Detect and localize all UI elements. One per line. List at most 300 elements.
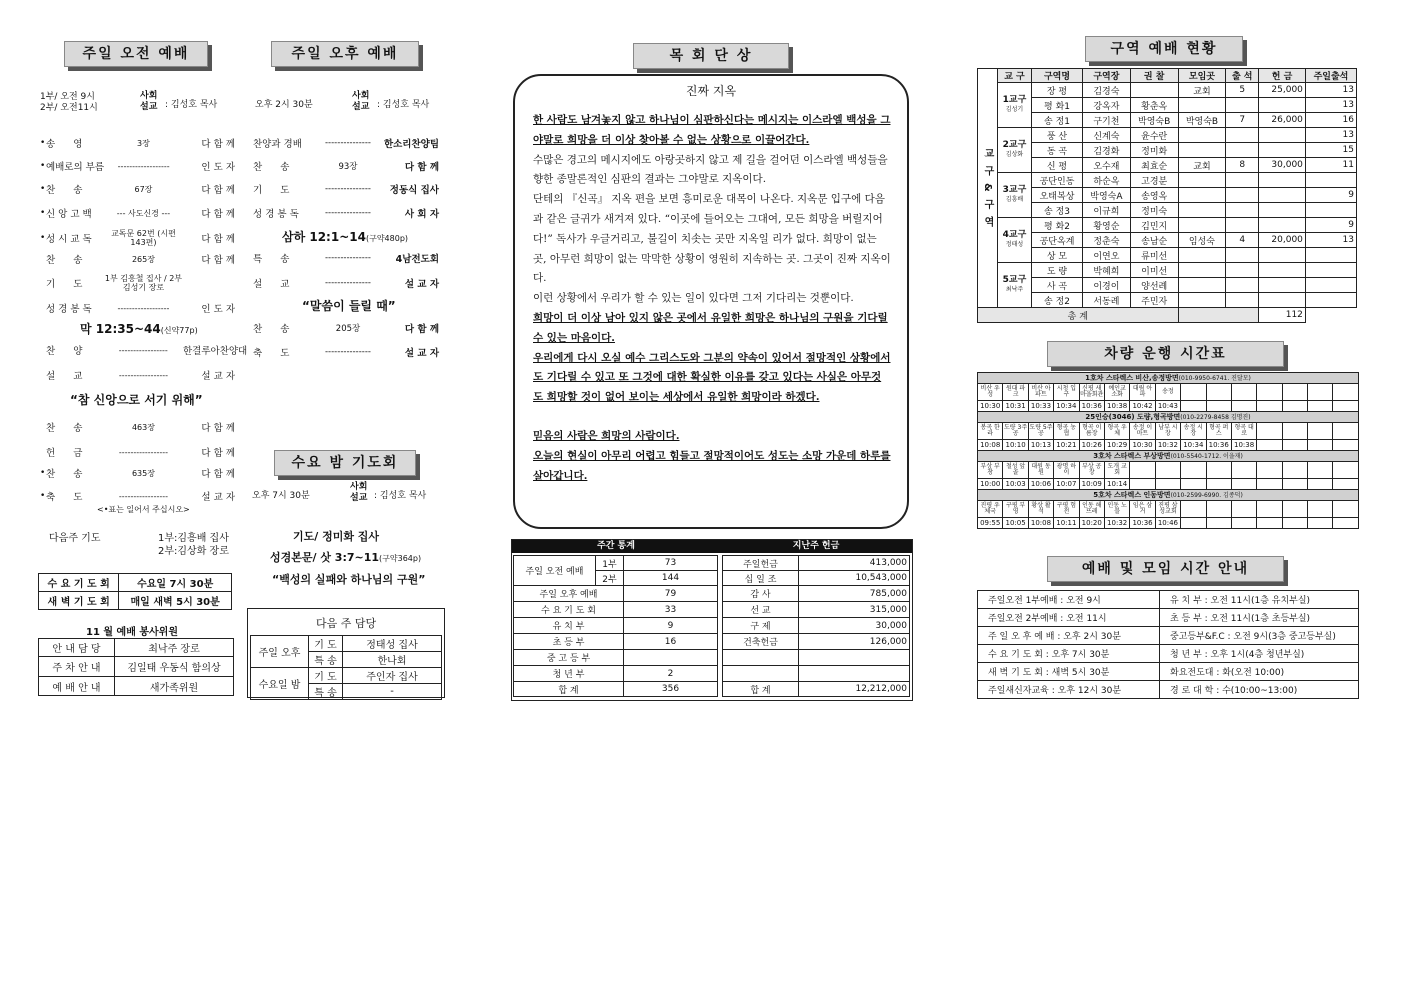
meeting-time: 수요일 7시 30분 [119,574,232,592]
bus-stop [1308,501,1333,518]
district-group [998,128,1032,173]
district-row [978,158,1357,173]
districts-column-header: 교 구 [998,69,1032,83]
afternoon-sermon-title: “말씀이 들릴 때” [302,299,396,313]
district-cell [1178,128,1226,143]
order-detail: --------------- [324,278,371,288]
offering-type: 구 제 [723,618,799,634]
order-detail: ------------------ [117,303,170,313]
district-cell: 26,000 [1259,113,1306,128]
bus-time [1333,479,1359,490]
bus-stop: 구평 부영 [1003,501,1028,518]
bus-time [1333,518,1359,529]
district-cell: 16 [1305,113,1356,128]
district-group-name: 5교구 [1002,275,1027,285]
district-cell [1178,263,1226,278]
bus-stop: 대원 동원 [1028,462,1053,479]
district-cell [1226,98,1259,113]
attendance-category: 초 등 부 [514,634,624,650]
wednesday-scripture [270,549,421,565]
bus-stop [1206,462,1231,479]
bus-route-header-row [978,490,1359,501]
order-label: 성 경 봉 독 [253,209,299,220]
order-leader: 한소리찬양팀 [383,139,439,150]
district-cell [1178,293,1226,308]
schedule-right: 화요전도대 : 화(오전 10:00) [1160,663,1359,681]
bus-stop [1181,462,1206,479]
order-detail: 67장 [134,184,153,194]
bus-time: 10:10 [1003,440,1028,451]
district-cell: 장 평 [1032,83,1083,98]
order-label: 설 교 [253,279,290,290]
attendance-category: 중 고 등 부 [514,650,624,666]
bus-stop [1333,423,1359,440]
bus-table [977,372,1359,529]
districts-column-header: 헌 금 [1259,69,1306,83]
schedule-row [978,663,1359,681]
bus-stop [1308,384,1333,401]
district-cell: 신계숙 [1083,128,1131,143]
bus-stop: 송정 이마트 [1130,423,1155,440]
morning-time-2: 2부/ 오전11시 [40,103,98,113]
district-group-name: 2교구 [1002,140,1027,150]
bus-stops-row [978,462,1359,479]
column-heading: 진짜 지옥 [685,84,737,98]
district-cell: 하순옥 [1083,173,1131,188]
bullet-mark: • [40,233,46,243]
column-paragraph: 믿음의 사람은 희망의 사람이다. [533,429,680,442]
bus-time: 10:09 [1079,479,1104,490]
next-prayer-label: 다음주 기도 [49,533,101,544]
offering-row [723,602,910,618]
order-detail: 635장 [131,468,155,478]
districts-table [977,68,1357,323]
bus-time [1282,479,1307,490]
order-label: 찬 송 [45,255,83,266]
district-cell [1305,173,1356,188]
district-row [978,83,1357,98]
district-cell [1259,218,1306,233]
bullet-mark: • [40,161,46,171]
district-cell: 사 곡 [1032,278,1083,293]
meeting-name: 수 요 기 도 회 [39,574,119,592]
bus-stop: 형곡 농협 [1054,423,1079,440]
next-week-name: - [343,684,442,700]
district-cell [1259,143,1306,158]
district-cell [1305,293,1356,308]
next-week-title: 다음 주 담당 [316,617,377,630]
morning-order-item [40,229,235,247]
district-cell [1178,218,1226,233]
order-leader: 다 함 께 [404,162,439,173]
morning-order-item [40,274,235,292]
order-leader: 인 도 자 [201,162,235,173]
bus-stop: 철성 앞골 [1003,462,1028,479]
order-leader: 인 도 자 [201,304,235,315]
bus-stops-row [978,423,1359,440]
bus-time [1206,518,1231,529]
order-detail: 3장 [137,138,150,148]
order-leader: 정동식 집사 [389,185,439,196]
offering-total-label: 합 계 [723,682,799,697]
district-cell: 박혜희 [1083,263,1131,278]
attendance-count: 144 [624,571,718,586]
order-leader: 다 함 께 [201,423,235,434]
district-cell: 이경이 [1083,278,1131,293]
wednesday-scripture-ref: 성경본문/ 삿 3:7~11 [270,551,380,564]
bus-stop: 대림 아파 [1130,384,1155,401]
district-cell: 최효순 [1130,158,1178,173]
server-role: 안 내 담 당 [39,639,115,657]
district-cell [1226,203,1259,218]
district-cell [1178,143,1226,158]
bus-time [1308,401,1333,412]
district-cell [1226,173,1259,188]
attendance-total: 356 [624,682,718,697]
offering-type [723,666,799,682]
bus-stops-row [978,384,1359,401]
district-cell: 9 [1305,218,1356,233]
bus-time: 10:03 [1003,479,1028,490]
district-cell [1259,188,1306,203]
morning-order-item [40,445,235,459]
bus-time: 10:20 [1079,518,1104,529]
bus-time [1308,440,1333,451]
order-label: 성 경 봉 독 [45,304,92,315]
district-cell: 5 [1226,83,1259,98]
servers-title: 11 월 예배 봉사위원 [86,627,178,638]
bus-time: 10:34 [1054,401,1079,412]
district-cell: 25,000 [1259,83,1306,98]
morning-order-item [40,301,235,315]
bus-stop: 형곡 우체 [1104,423,1129,440]
meeting-name: 새 벽 기 도 회 [39,592,119,610]
district-cell [1259,203,1306,218]
order-label: 성 시 교 독 [45,234,92,245]
district-row [978,98,1357,113]
order-detail: ----------------- [118,447,168,457]
district-cell: 이미선 [1130,263,1178,278]
district-group [998,173,1032,218]
district-cell: 서동례 [1083,293,1131,308]
bus-stop [1257,384,1282,401]
district-row [978,113,1357,128]
afternoon-preacher: : 김성호 목사 [377,100,430,110]
district-cell: 구기천 [1083,113,1131,128]
attendance-total-label: 합 계 [514,682,624,697]
order-label: 신 앙 고 백 [45,209,92,220]
afternoon-scripture-note: (구약480p) [365,234,409,243]
morning-order-item [40,489,235,503]
district-cell [1226,263,1259,278]
district-cell: 평 화2 [1032,218,1083,233]
bus-stop: 형곡 대로 [1231,423,1256,440]
column-header: 목 회 단 상 [633,43,789,69]
order-label: 예배로의 부름 [45,162,105,173]
server-row [39,677,234,696]
server-role: 주 차 안 내 [39,657,115,677]
bus-time [1231,518,1256,529]
district-group-name: 4교구 [1002,230,1027,240]
district-cell: 20,000 [1259,233,1306,248]
district-cell [1226,248,1259,263]
morning-order-item [40,368,235,382]
offering-amount [799,650,910,666]
district-cell: 교회 [1178,158,1226,173]
column-paragraph: 오늘의 현실이 아무리 어렵고 힘들고 절망적이어도 성도는 소망 가운데 하루를 살아갑니다. [533,449,891,482]
bus-stop: 도량 5주공 [1028,423,1053,440]
attendance-sub: 2부 [596,571,624,586]
afternoon-order-item [253,345,441,359]
attendance-category: 주일 오전 예배 [514,556,596,586]
bus-time: 10:38 [1104,401,1129,412]
bus-stop: 도량 3주공 [1003,423,1028,440]
district-cell [1305,203,1356,218]
next-week-role: 특 송 [309,684,343,700]
attendance-count: 2 [624,666,718,682]
morning-preacher: : 김성호 목사 [165,100,218,110]
district-cell: 공단인동 [1032,173,1083,188]
district-cell [1178,98,1226,113]
district-cell: 정미숙 [1130,203,1178,218]
bus-stop [1130,462,1155,479]
meeting-time: 매일 새벽 5시 30분 [119,592,232,610]
stand-note: <•표는 일어서 주십시오> [97,505,190,514]
attendance-category: 수 요 기 도 회 [514,602,624,618]
morning-service-header: 주일 오전 예배 [64,41,208,67]
order-leader: 설 교 자 [201,492,235,503]
bus-time [1257,518,1282,529]
district-cell: 평 화1 [1032,98,1083,113]
bus-time: 10:26 [1079,440,1104,451]
schedule-left: 주일오전 1부예배 : 오전 9시 [978,591,1160,609]
next-prayer-1: 1부:김흥배 집사 [158,533,229,544]
district-cell: 풍 산 [1032,128,1083,143]
bus-route-name: 1호차 스타렉스 비산,송정방면 [1085,373,1179,382]
bus-time: 10:32 [1104,518,1129,529]
order-label: 기 도 [253,185,290,196]
morning-order-item [40,343,248,357]
bus-time: 10:08 [978,440,1003,451]
order-label: 축 도 [45,492,83,503]
morning-time-1: 1부/ 오전 9시 [40,92,95,102]
district-row [978,278,1357,293]
next-week-role: 기 도 [309,668,343,684]
offering-row [723,618,910,634]
district-cell: 송 정3 [1032,203,1083,218]
bus-time: 10:14 [1104,479,1129,490]
afternoon-order-item [253,251,441,265]
district-row [978,143,1357,158]
order-leader: 사 회 자 [404,209,439,220]
server-row [39,639,234,657]
offering-row [723,586,910,602]
order-leader: 설 교 자 [404,348,439,359]
bus-stop: 예인교 소화 [1104,384,1129,401]
attendance-category: 청 년 부 [514,666,624,682]
bus-time: 10:32 [1155,440,1180,451]
districts-header-row [978,69,1357,83]
meetings-table [38,573,232,610]
next-week-role: 기 도 [309,636,343,652]
bus-times-row [978,479,1359,490]
bus-times-row [978,401,1359,412]
district-cell: 윤수란 [1130,128,1178,143]
districts-column-header: 구역명 [1032,69,1083,83]
bullet-mark: • [40,138,46,148]
bus-time: 10:29 [1104,440,1129,451]
bus-times-row [978,518,1359,529]
order-leader: 다 함 께 [201,185,235,196]
next-week-name: 한나회 [343,652,442,668]
afternoon-order-item [253,206,441,220]
morning-order-item [40,182,235,196]
attendance-row [514,586,718,602]
bullet-mark: • [40,491,46,501]
afternoon-scripture [282,228,408,245]
server-name: 최낙주 장로 [115,639,234,657]
district-cell: 고경분 [1130,173,1178,188]
bus-time: 10:46 [1155,518,1180,529]
morning-order-item [40,420,235,434]
morning-order-item [40,252,235,266]
bus-route-name: 5호차 스타렉스 인동방면 [1093,490,1171,499]
bus-stops-row [978,501,1359,518]
schedule-left: 주 일 오 후 예 배 : 오후 2시 30분 [978,627,1160,645]
bullet-mark: • [40,184,46,194]
attendance-count: 16 [624,634,718,650]
bus-stop: 황상 활석 [1028,501,1053,518]
district-cell: 송남순 [1130,233,1178,248]
morning-order-item [40,159,235,173]
districts-header: 구역 예배 현황 [1085,36,1243,62]
offering-row [723,556,910,571]
districts-total-row [978,308,1357,323]
schedule-right: 유 치 부 : 오전 11시(1층 유치부실) [1160,591,1359,609]
district-cell [1178,188,1226,203]
server-name: 김일태 우동식 함의상 [115,657,234,677]
bus-header: 차량 운행 시간표 [1047,341,1284,367]
server-name: 새가족위원 [115,677,234,696]
offering-amount: 785,000 [799,586,910,602]
schedule-left: 주일새신자교육 : 오후 12시 30분 [978,681,1160,699]
stats-title-bar-left: 주간 통계 [512,540,720,553]
attendance-row [514,618,718,634]
district-row [978,188,1357,203]
bus-time: 10:06 [1028,479,1053,490]
district-cell: 송 정2 [1032,293,1083,308]
district-cell: 박영숙B [1178,113,1226,128]
column-paragraph: 우리에게 다시 오실 예수 그리스도와 그분의 약속이 있어서 절망적인 상황에서도 기다릴 수 있고 또 그것에 대한 확실한 이유를 갖고 있다는 사실은 아무것도 희망할 것이 없어 보이는 세상에서 유일한 희망이라 하겠다. [533,351,891,404]
column-paragraph [533,408,891,427]
next-week-row [251,636,442,652]
order-label: 찬 송 [45,469,83,480]
bus-stop [1257,501,1282,518]
bus-time [1282,440,1307,451]
district-cell: 주민자 [1130,293,1178,308]
offering-row [723,571,910,586]
column-paragraph: 이런 상황에서 우리가 할 수 있는 일이 있다면 그저 기다리는 것뿐이다. [533,292,854,305]
bus-stop: 형곡 이름장 [1079,423,1104,440]
offering-amount [799,666,910,682]
wednesday-sermon-title: “백성의 실패와 하나님의 구원” [272,573,426,586]
order-detail: 265장 [131,254,155,264]
attendance-sub: 1부 [596,556,624,571]
bus-time: 10:08 [1028,518,1053,529]
bus-time: 10:36 [1206,440,1231,451]
attendance-row [514,650,718,666]
districts-column-header: 주일출석 [1305,69,1356,83]
bus-route-header-row [978,412,1359,423]
bus-route-title [978,451,1359,462]
bus-time [1130,479,1155,490]
district-group-leader: 김성기 [1005,106,1024,113]
morning-order-item [40,206,235,220]
bus-route-phone: (010-2599-6990. 김종덕) [1170,491,1243,499]
bus-stop: 남부 시장 [1155,423,1180,440]
order-detail: --------------- [324,208,371,218]
order-detail: 93장 [338,162,358,172]
afternoon-service-header: 주일 오후 예배 [271,41,419,67]
bus-time: 10:21 [1054,440,1079,451]
district-cell: 이규희 [1083,203,1131,218]
district-cell: 13 [1305,233,1356,248]
district-cell [1259,263,1306,278]
bus-stop: 도개 교회 [1104,462,1129,479]
morning-sermon-title: “참 신앙으로 서기 위해” [70,393,203,407]
district-cell: 7 [1226,113,1259,128]
district-group-leader: 최낙주 [1005,286,1024,293]
next-prayer-2: 2부:김상화 장로 [158,546,229,557]
morning-scripture-note: (신약77p) [160,326,198,335]
bus-stop [1333,384,1359,401]
bus-time: 10:36 [1079,401,1104,412]
attendance-count: 9 [624,618,718,634]
column-paragraph: 희망이 더 이상 남아 있지 않은 곳에서 유일한 희망은 하나님의 구원을 기다릴 수 있는 마음이다. [533,311,888,344]
wednesday-service-header: 수요 밤 기도회 [274,450,416,476]
schedule-row [978,681,1359,699]
bus-stop: 시청 입구 [1054,384,1079,401]
district-cell [1259,278,1306,293]
bus-time [1257,401,1282,412]
order-label: 헌 금 [45,448,83,459]
bus-times-row [978,440,1359,451]
district-cell [1226,218,1259,233]
afternoon-scripture-ref: 삼하 12:1~14 [282,230,366,244]
order-leader: 다 함 께 [201,234,235,245]
offering-type: 주일헌금 [723,556,799,571]
bullet-mark: • [40,208,46,218]
bus-stop: 구평 험전 [1054,501,1079,518]
column-body [533,111,891,486]
bus-time [1308,518,1333,529]
order-detail: --------------- [324,253,371,263]
order-detail: --- 사도신경 --- [116,208,171,218]
next-week-service: 주일 오후 [251,636,309,668]
attendance-total-row [514,682,718,697]
order-label: 기 도 [45,279,83,290]
bus-time [1231,401,1256,412]
bus-stop: 인동 해뜨레 [1079,501,1104,518]
attendance-row [514,602,718,618]
order-leader: 한결루아찬양대 [182,346,248,357]
schedule-row [978,609,1359,627]
district-cell [1178,173,1226,188]
bus-route-header-row [978,373,1359,384]
attendance-row [514,634,718,650]
column-paragraph: 단테의 『신곡』 지옥 편을 보면 흥미로운 대목이 나온다. 지옥문 입구에 다음과 같은 글귀가 새겨져 있다. “이곳에 들어오는 그대여, 모든 희망을 버릴지어다!” 독사가 우글거리고, 불길이 치솟는 곳만 지옥일 리가 없다. 희망이 없는 곳, 아무런 희망이 없는 막막한 상황이 영원히 지속하는 곳. 그곳이 진짜 지옥이다. [533,193,891,285]
morning-times [40,92,98,114]
